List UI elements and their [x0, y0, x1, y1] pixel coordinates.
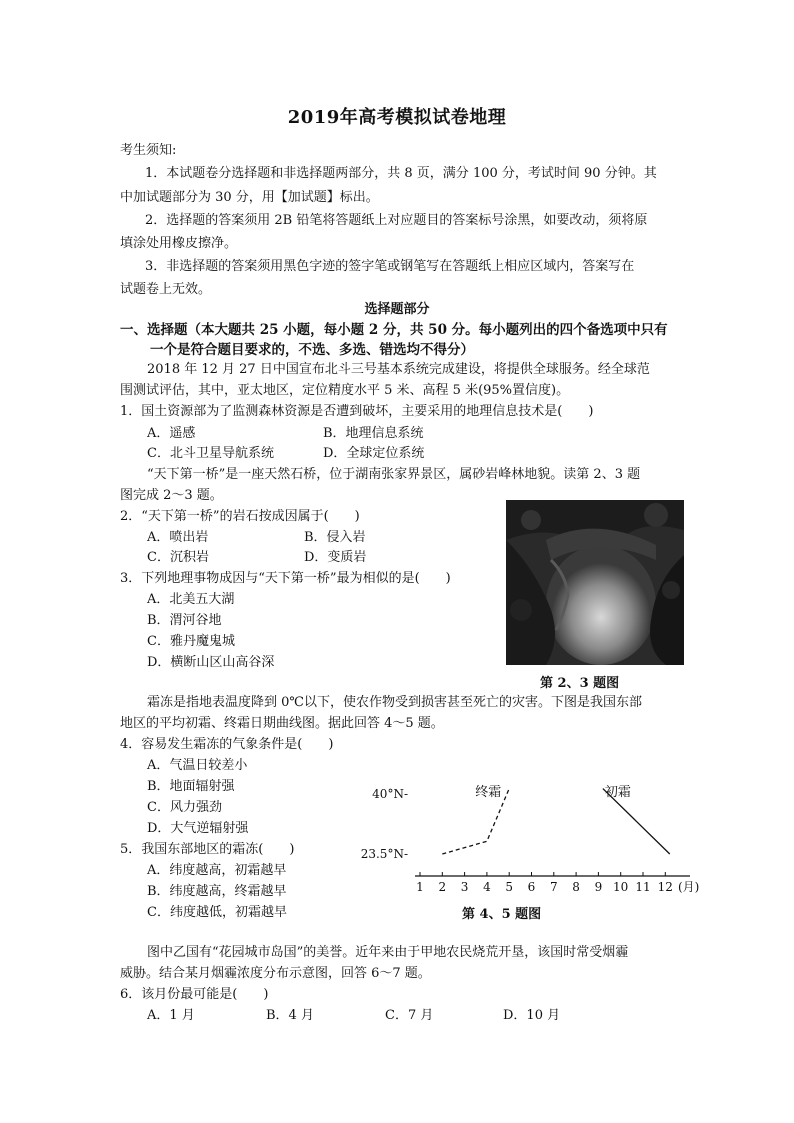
- question-stem: 1．国土资源部为了监测森林资源是否遭到破坏，主要采用的地理信息技术是( ): [120, 404, 594, 419]
- notice-line: 2．选择题的答案须用 2B 铅笔将答题纸上对应题目的答案标号涂黑，如要改动，须将原: [145, 213, 648, 228]
- notice-line: 中加试题部分为 30 分，用【加试题】标出。: [120, 190, 379, 205]
- question-stem: 2．“天下第一桥”的岩石按成因属于( ): [120, 509, 360, 524]
- x-tick-label: 4: [483, 880, 491, 894]
- passage: 威胁。结合某月烟霾浓度分布示意图，回答 6～7 题。: [120, 966, 431, 981]
- notice-line: 1．本试题卷分选择题和非选择题两部分，共 8 页，满分 100 分，考试时间 90 分钟。其: [145, 166, 657, 181]
- option-c: C．纬度越低，初霜越早: [147, 905, 287, 920]
- x-tick-label: 10: [613, 880, 629, 894]
- section-title: 选择题部分: [364, 302, 430, 317]
- notice-line: 填涂处用橡皮擦净。: [120, 236, 238, 251]
- option-b: B．地面辐射强: [147, 779, 235, 794]
- option-b: B．渭河谷地: [147, 613, 222, 628]
- series-label: 初霜: [604, 785, 631, 800]
- passage: 围测试评估，其中，亚太地区，定位精度水平 5 米、高程 5 米(95%置信度)。: [120, 383, 570, 398]
- y-tick-label: 40°N-: [372, 787, 408, 801]
- option-c: C．风力强劲: [147, 800, 222, 815]
- option-a: A．喷出岩: [147, 530, 209, 545]
- option-a: A．遥感: [147, 426, 196, 441]
- passage: 2018 年 12 月 27 日中国宣布北斗三号基本系统完成建设，将提供全球服务。经全球范: [147, 362, 650, 377]
- x-tick-label: 6: [527, 880, 536, 894]
- x-tick-label: 1: [416, 880, 424, 894]
- passage: “天下第一桥”是一座天然石桥，位于湖南张家界景区，属砂岩峰林地貌。读第 2、3 题: [147, 467, 641, 482]
- notice-heading: 考生须知:: [120, 143, 177, 158]
- x-tick-label: 7: [549, 880, 558, 894]
- option-d: D．10 月: [503, 1008, 561, 1023]
- option-d: D．变质岩: [304, 550, 367, 565]
- option-d: D．全球定位系统: [323, 446, 425, 461]
- x-tick-label: 8: [572, 880, 580, 894]
- option-b: B．侵入岩: [304, 530, 366, 545]
- option-c: C．沉积岩: [147, 550, 209, 565]
- passage: 图中乙国有“花园城市岛国”的美誉。近年来由于甲地农民烧荒开垦，该国时常受烟霾: [147, 945, 629, 960]
- question-stem: 3．下列地理事物成因与“天下第一桥”最为相似的是( ): [120, 571, 451, 586]
- y-tick-label: 23.5°N-: [360, 847, 408, 861]
- notice-line: 3．非选择题的答案须用黑色字迹的签字笔或钢笔写在答题纸上相应区域内，答案写在: [145, 259, 635, 274]
- option-d: D．横断山区山高谷深: [147, 655, 275, 670]
- stone-bridge-photo: [506, 500, 684, 665]
- option-a: A．气温日较差小: [147, 758, 248, 773]
- x-tick-label: 9: [594, 880, 603, 894]
- option-b: B．地理信息系统: [323, 426, 424, 441]
- section-heading: 一个是符合题目要求的，不选、多选、错选均不得分）: [150, 342, 474, 358]
- question-stem: 4．容易发生霜冻的气象条件是( ): [120, 737, 334, 752]
- option-c: C．北斗卫星导航系统: [147, 446, 274, 461]
- option-c: C．雅丹魔鬼城: [147, 634, 235, 649]
- x-tick-label: 12: [657, 880, 673, 894]
- chart-caption: 第 4、5 题图: [462, 907, 542, 922]
- photo-caption: 第 2、3 题图: [540, 676, 620, 691]
- x-unit-label: (月): [678, 880, 700, 894]
- section-heading: 一、选择题（本大题共 25 小题，每小题 2 分，共 50 分。每小题列出的四个备选项中只有: [120, 322, 668, 338]
- option-a: A．1 月: [147, 1008, 195, 1023]
- x-tick-label: 5: [505, 880, 514, 894]
- option-b: B．纬度越高，终霜越早: [147, 884, 287, 899]
- question-stem: 6．该月份最可能是( ): [120, 987, 269, 1002]
- x-tick-label: 3: [460, 880, 469, 894]
- page-title: 2019年高考模拟试卷地理: [287, 107, 507, 128]
- option-c: C．7 月: [385, 1008, 434, 1023]
- frost-date-chart: [360, 772, 700, 897]
- passage: 霜冻是指地表温度降到 0℃以下，使农作物受到损害甚至死亡的灾害。下图是我国东部: [147, 695, 642, 710]
- notice-line: 试题卷上无效。: [120, 282, 212, 297]
- passage: 地区的平均初霜、终霜日期曲线图。据此回答 4～5 题。: [120, 716, 444, 731]
- question-stem: 5．我国东部地区的霜冻( ): [120, 842, 295, 857]
- passage: 图完成 2～3 题。: [120, 488, 223, 503]
- x-tick-label: 2: [438, 880, 447, 894]
- series-label: 终霜: [475, 785, 502, 800]
- option-a: A．纬度越高，初霜越早: [147, 863, 287, 878]
- option-b: B．4 月: [266, 1008, 314, 1023]
- x-tick-label: 11: [635, 880, 651, 894]
- option-a: A．北美五大湖: [147, 592, 235, 607]
- option-d: D．大气逆辐射强: [147, 821, 249, 836]
